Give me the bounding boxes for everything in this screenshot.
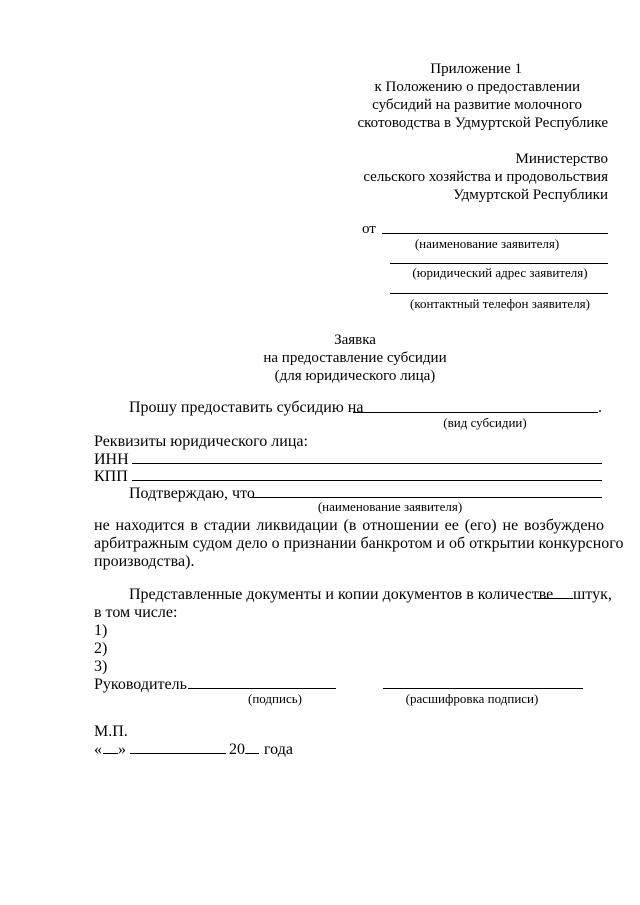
kpp-label: КПП (94, 468, 128, 485)
date-month-field[interactable] (130, 753, 226, 754)
signature-hint: (подпись) (248, 691, 302, 706)
subsidy-hint: (вид субсидии) (443, 415, 527, 430)
document-subtitle: (для юридического лица) (274, 368, 436, 384)
inn-field[interactable] (132, 463, 602, 464)
paragraph-line: производства). (94, 553, 195, 570)
confirm-text: Подтверждаю, что (129, 485, 255, 502)
head-label: Руководитель (94, 676, 187, 693)
subsidy-type-line[interactable] (353, 412, 598, 413)
addressee-line: сельского хозяйства и продовольствия (363, 169, 608, 185)
addressee-line: Министерство (515, 151, 608, 167)
doc-item: 3) (94, 658, 108, 675)
document-title: Заявка (334, 332, 376, 348)
confirm-name-line[interactable] (250, 497, 602, 498)
applicant-phone-line[interactable] (390, 293, 608, 294)
requisites-label: Реквизиты юридического лица: (94, 433, 308, 450)
signature-line[interactable] (188, 688, 336, 689)
signature-decode-hint: (расшифровка подписи) (405, 691, 539, 706)
from-label: от (362, 221, 376, 237)
applicant-address-line[interactable] (390, 263, 608, 264)
doc-item: 1) (94, 622, 108, 639)
docs-including: в том числе: (94, 604, 178, 621)
date-year-field[interactable] (245, 753, 259, 754)
appendix-line: субсидий на развитие молочного (372, 97, 582, 113)
date-suffix: года (264, 741, 293, 758)
addressee-line: Удмуртской Республики (453, 187, 608, 203)
docs-count-field[interactable] (537, 598, 573, 599)
confirm-hint: (наименование заявителя) (317, 499, 463, 514)
doc-item: 2) (94, 640, 108, 657)
appendix-title: Приложение 1 (430, 61, 522, 77)
request-end: . (598, 399, 602, 416)
applicant-address-hint: (юридический адрес заявителя) (412, 265, 588, 280)
date-quote-close: » (118, 741, 126, 758)
date-day-field[interactable] (103, 753, 118, 754)
docs-text: Представленные документы и копии документов в количестве (129, 586, 554, 603)
applicant-name-line[interactable] (382, 233, 608, 234)
request-text: Прошу предоставить субсидию на (129, 399, 364, 416)
date-quote-open: « (94, 741, 102, 758)
paragraph-line: арбитражным судом дело о признании банкротом и об открытии конкурсного (94, 535, 624, 552)
applicant-phone-hint: (контактный телефон заявителя) (409, 296, 590, 311)
kpp-field[interactable] (132, 480, 602, 481)
inn-label: ИНН (94, 451, 129, 468)
date-year-prefix: 20 (229, 741, 245, 758)
applicant-name-hint: (наименование заявителя) (414, 236, 560, 251)
signature-decode-line[interactable] (383, 688, 583, 689)
stamp-label: М.П. (94, 723, 128, 740)
document-subtitle: на предоставление субсидии (263, 350, 447, 366)
docs-unit: штук, (573, 586, 612, 603)
appendix-line: к Положению о предоставлении (374, 79, 580, 95)
paragraph-line: не находится в стадии ликвидации (в отношении ее (его) не возбуждено (94, 517, 604, 534)
appendix-line: скотоводства в Удмуртской Республике (357, 115, 608, 131)
